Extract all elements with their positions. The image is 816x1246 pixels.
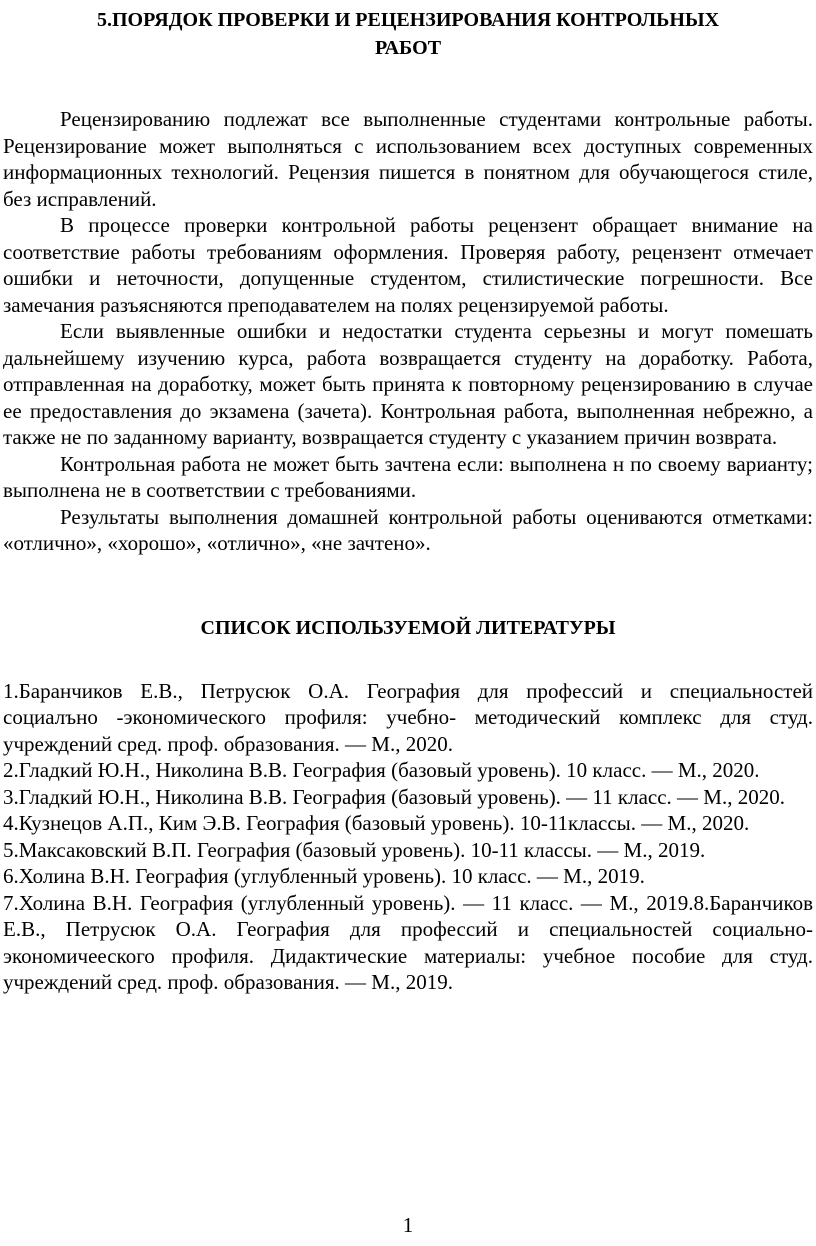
paragraph: Рецензированию подлежат все выполненные студентами контрольные работы. Рецензирование может выполняться с использованием всех доступных современных информационных технологий. Рецензия пишется в понятном для обучающегося стиле, без исправлений. [3, 107, 813, 211]
section-title-line-1: 5.ПОРЯДОК ПРОВЕРКИ И РЕЦЕНЗИРОВАНИЯ КОНТРОЛЬНЫХ [96, 9, 720, 31]
reference-item: 3.Гладкий Ю.Н., Николина В.В. География (базовый уровень). — 11 класс. — М., 2020. [3, 784, 785, 809]
reference-item: 5.Максаковский В.П. География (базовый уровень). 10-11 классы. — М., 2019. [3, 837, 706, 862]
page-content [3, 6, 813, 996]
paragraph: Контрольная работа не может быть зачтена если: выполнена н по своему варианту; выполнена не в соответствии с требованиями. [3, 451, 813, 502]
paragraph: В процессе проверки контрольной работы рецензент обращает внимание на соответствие работы требованиям оформления. Проверяя работу, рецензент отмечает ошибки и неточности, допущенные студентом, стилистические погрешности. Все замечания разъясняются преподавателем на полях рецензируемой работы. [3, 213, 813, 317]
section-title-review-procedure [3, 6, 813, 62]
reference-item: 2.Гладкий Ю.Н., Николина В.В. География (базовый уровень). 10 класс. — М., 2020. [3, 758, 760, 782]
review-procedure-body [3, 106, 813, 557]
reference-item: 4.Кузнецов А.П., Ким Э.В. География (базовый уровень). 10-11классы. — М., 2020. [3, 811, 750, 835]
reference-list [3, 678, 813, 996]
section-title-line-2: РАБОТ [374, 37, 442, 59]
page-number: 1 [402, 1213, 414, 1237]
section-title-references: СПИСОК ИСПОЛЬЗУЕМОЙ ЛИТЕРАТУРЫ [200, 616, 616, 639]
paragraph: Результаты выполнения домашней контрольной работы оцениваются отметками: «отлично», «хорошо», «отлично», «не зачтено». [3, 504, 813, 555]
paragraph: Если выявленные ошибки и недостатки студента серьезны и могут помешать дальнейшему изучению курса, работа возвращается студенту на доработку. Работа, отправленная на доработку, может быть принята к повторному рецензированию в случае ее предоставления до экзамена (зачета). Контрольная работа, выполненная небрежно, а также не по заданному варианту, возвращается студенту с указанием причин возврата. [3, 319, 813, 449]
reference-item: 6.Холина В.Н. География (углубленный уровень). 10 класс. — М., 2019. [3, 864, 645, 888]
reference-item: 1.Баранчиков Е.В., Петрусюк О.А. География для профессий и специальностей социалъно -экономического профиля: учебно- методический комплекс для студ. учреждений сред. проф. образования. — М., 2020. [3, 678, 813, 756]
reference-item: 7.Холина В.Н. География (углубленный уровень). — 11 класс. — М., 2019.8.Баранчиков Е.В., Петрусюк О.А. География для профессий и специальностей социально-экономичееского профиля. Дидактические материалы: учебное пособие для студ. учреждений сред. проф. образования. — М., 2019. [3, 890, 813, 994]
